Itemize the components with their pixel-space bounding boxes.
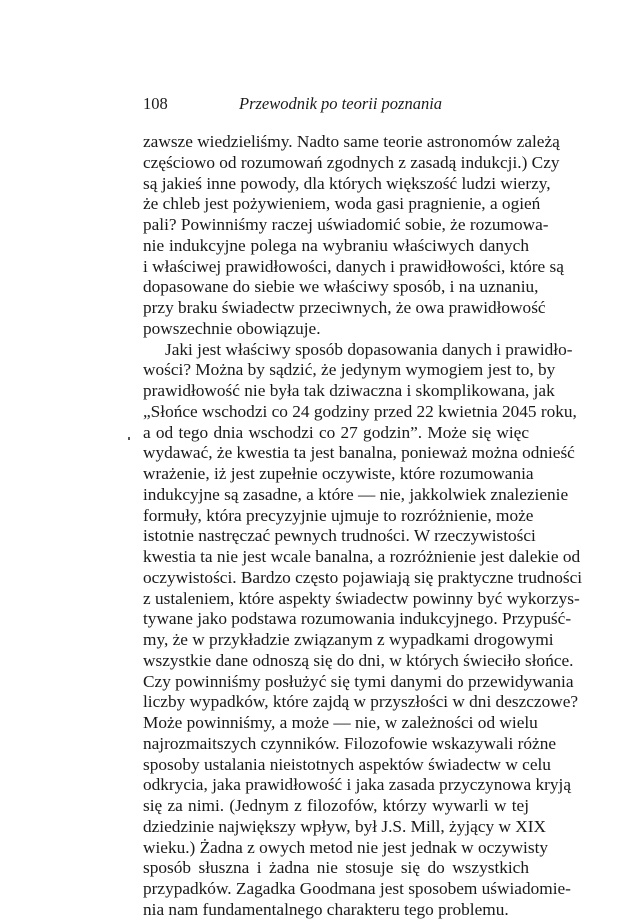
running-title: Przewodnik po teorii poznania [239,94,443,113]
text-line: przypadków. Zagadka Goodmana jest sposobem uświadomie- [143,879,571,898]
text-line: wrażenie, iż jest zupełnie oczywiste, które rozumowania [143,464,534,483]
paragraph-1 [143,132,564,340]
text-line: tywane jako podstawa rozumowania indukcyjnego. Przypuść- [143,609,572,629]
text-line: nie indukcyjne polega na wybraniu właściwych danych [143,235,529,255]
text-line: a od tego dnia wschodzi co 27 godzin”. Może się więc [143,422,529,442]
text-line: wszystkie dane odnoszą się do dni, w których świeciło słońce. [143,650,574,670]
text-line: Może powinniśmy, a może — nie, w zależności od wielu [143,713,538,732]
margin-mark [128,437,130,440]
text-line: liczby wypadków, które zajdą w przyszłości w dni deszczowe? [143,692,579,712]
running-head [143,94,528,114]
page-number: 108 [143,94,168,113]
text-line: Czy powinniśmy posłużyć się tymi danymi do przewidywania [143,671,574,691]
text-line: z ustaleniem, które aspekty świadectw powinny być wykorzys- [143,588,580,608]
text-line: że chleb jest pożywieniem, woda gasi pragnienie, a ogień [143,194,541,214]
text-line: wieku.) Żadna z owych metod nie jest jednak w oczywisty [143,837,549,857]
text-line: są jakieś inne powody, dla których większość ludzi wierzy, [143,173,551,193]
text-line: sposoby ustalania nieistotnych aspektów świadectw w celu [143,754,551,774]
text-line: dopasowane do siebie we właściwy sposób, i na uznaniu, [143,277,539,297]
text-line: prawidłowość nie była tak dziwaczna i skomplikowana, jak [143,381,555,400]
text-line: kwestia ta nie jest wcale banalna, a rozróżnienie jest dalekie od [143,547,581,566]
text-line: wości? Można by sądzić, że jedynym wymogiem jest to, by [143,360,556,380]
text-line: sposób słuszna i żadna nie stosuje się do wszystkich [143,858,529,878]
text-line: wydawać, że kwestia ta jest banalna, ponieważ można odnieść [143,443,575,463]
text-line: indukcyjne są zasadne, a które — nie, jakkolwiek znalezienie [143,484,569,504]
text-line: dziedzinie największy wpływ, był J.S. Mill, żyjący w XIX [143,816,546,836]
text-line: formuły, która precyzyjnie ujmuje to rozróżnienie, może [143,505,534,525]
text-line: pali? Powinniśmy raczej uświadomić sobie, że rozumowa- [143,215,549,234]
text-line: Jaki jest właściwy sposób dopasowania danych i prawidło- [165,339,573,359]
text-line: odkrycia, jaka prawidłowość i jaka zasada przyczynowa kryją [143,775,572,795]
text-line: my, że w przykładzie związanym z wypadkami drogowymi [143,630,554,649]
text-line: istotnie nastręczać pewnych trudności. W rzeczywistości [143,526,536,546]
text-line: przy braku świadectw przeciwnych, że owa prawidłowość [143,298,546,317]
text-line: zawsze wiedzieliśmy. Nadto same teorie astronomów zależą [143,132,560,151]
text-line: „Słońce wschodzi co 24 godziny przed 22 kwietnia 2045 roku, [143,401,577,421]
text-line: nia nam fundamentalnego charakteru tego problemu. [143,899,509,919]
text-line: i właściwej prawidłowości, danych i prawidłowości, które są [143,256,564,276]
text-line: się za nimi. (Jednym z filozofów, którzy wywarli w tej [143,796,529,815]
body-text [143,132,583,921]
text-line: częściowo od rozumowań zgodnych z zasadą indukcji.) Czy [143,152,560,172]
text-line: najrozmaitszych czynników. Filozofowie wskazywali różne [143,733,557,753]
text-line: powszechnie obowiązuje. [143,318,321,338]
paragraph-2 [143,339,583,921]
text-line: oczywistości. Bardzo często pojawiają się praktyczne trudności [143,567,583,587]
